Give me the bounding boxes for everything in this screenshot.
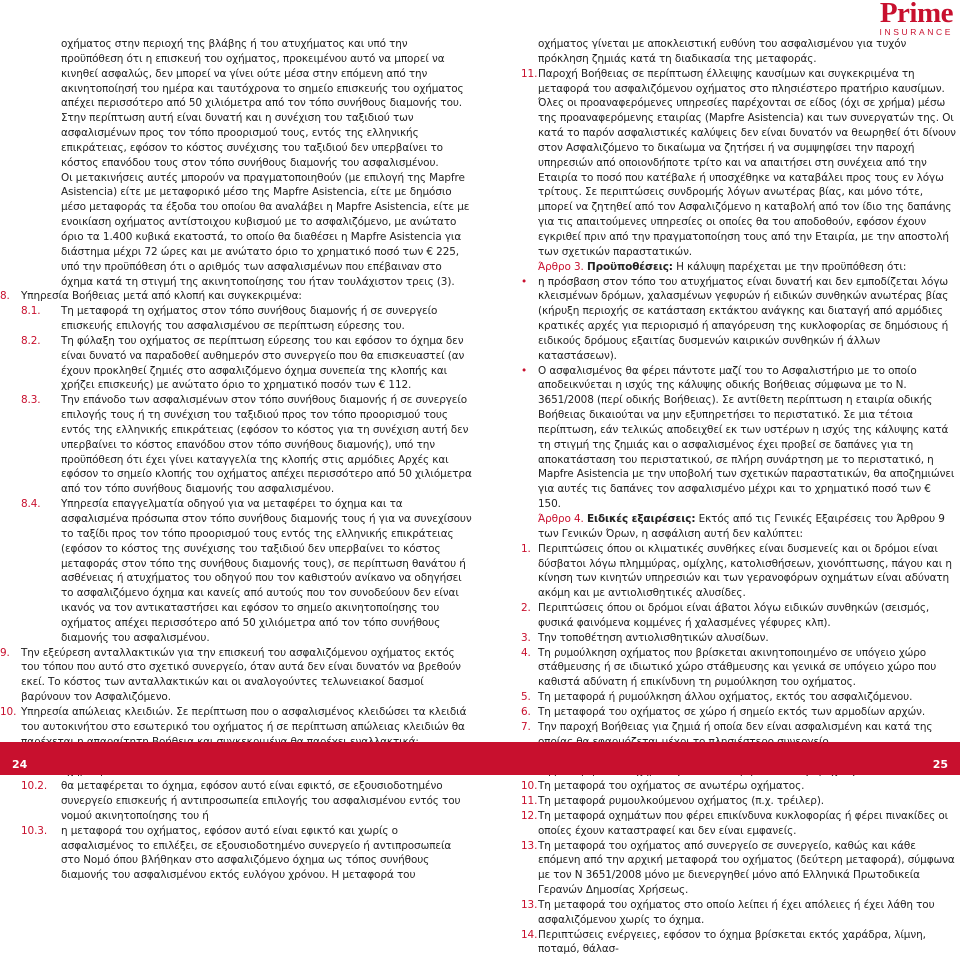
page-number-right: 25 xyxy=(932,758,948,771)
continuation-paragraph: οχήματος γίνεται με αποκλειστική ευθύνη του ασφαλισμένου για τυχόν πρόκληση ζημιάς κατά τη διαδικασία της μεταφοράς. xyxy=(538,38,907,65)
item-number: 10. xyxy=(0,705,17,718)
item-text: η μεταφορά του οχήματος, εφόσον αυτό είναι εφικτό και χωρίς ο ασφαλισμένος το επιλέξει, σε εξουσιοδοτημένο συνεργείο ή αντιπροσωπεία στο Νομό όπου βλήθηκαν στο ασφαλιζόμενο όχημα ως τόπος συνήθους διαμονής του ασφαλισμένου εκτός ευλόγου χρόνου. Η μεταφορά του xyxy=(61,824,452,882)
item-number: 6. xyxy=(521,705,531,718)
service-item xyxy=(0,289,472,304)
exclusion-item xyxy=(518,601,956,631)
sub-item xyxy=(0,824,472,883)
item-number: 11. xyxy=(521,67,538,80)
condition-item xyxy=(518,364,956,512)
article-4-text: Εκτός από τις Γενικές Εξαιρέσεις του Άρθρου 9 των Γενικών Όρων, η ασφάλιση αυτή δεν καλύπτει: xyxy=(538,513,945,540)
article-3-heading xyxy=(518,260,956,275)
sub-item xyxy=(0,779,472,824)
article-3-title: Προϋποθέσεις: xyxy=(586,260,673,273)
exclusion-item xyxy=(518,646,956,691)
item-text: Παροχή Βοήθειας σε περίπτωση έλλειψης καυσίμων και συγκεκριμένα τη μεταφορά του ασφαλιζόμενου οχήματος στο πλησιέστερο πρατήριο καυσίμων. xyxy=(538,67,945,95)
item-text: Τη μεταφορά ή ρυμούλκηση άλλου οχήματος, εκτός του ασφαλιζόμενου. xyxy=(538,691,913,704)
item-text: Περιπτώσεις όπου οι δρόμοι είναι άβατοι λόγω ειδικών συνθηκών (σεισμός, φυσικά φαινόμενα κομμένες ή χαλασμένες γέφυρες κλπ). xyxy=(538,602,930,629)
item-number: 5. xyxy=(521,691,531,704)
exclusion-item xyxy=(518,690,956,705)
article-3-label: Άρθρο 3. xyxy=(538,260,584,273)
item-number: 11. xyxy=(521,795,538,808)
item-number: 3. xyxy=(521,631,531,644)
logo-wordmark: Prime xyxy=(879,0,953,29)
item-text: Τη ρυμούλκηση οχήματος που βρίσκεται ακινητοποιημένο σε υπόγειο χώρο στάθμευσης ή σε ιδιωτικό χώρο στάθμευσης και γενικά σε υπόγειο χώρο που καθιστά αδύνατη ή επικίνδυνη τη ρυμούλκηση του οχήματος. xyxy=(538,646,937,689)
item-number: 14. xyxy=(521,928,538,941)
item-number: 7. xyxy=(521,720,531,733)
logo-subtitle: INSURANCE xyxy=(879,27,953,37)
item-text: Τη μεταφορά του οχήματος σε χώρο ή σημείο εκτός των αρμοδίων αρχών. xyxy=(538,705,926,718)
item-text: Υπηρεσία απώλειας κλειδιών. Σε περίπτωση που ο ασφαλισμένος κλειδώσει τα κλειδιά του αυτοκινήτου στο εσωτερικό του οχήματος ή σε περίπτωση απώλειας κλειδιών θα xyxy=(21,705,467,733)
item-text: Την τοποθέτηση αντιολισθητικών αλυσίδων. xyxy=(538,631,769,644)
item-text: Τη φύλαξη του οχήματος σε περίπτωση εύρεσης του και εφόσον το όχημα δεν είναι δυνατό να παραδοθεί αυθημερόν στο συνεργείο που θα επισκευαστεί (αν έχουν προκληθεί ζημιές στο ασφαλιζόμενο όχημα συνεπεία της κλοπής και χρήζει επισκευής) με ανώτατο όριο το χρηματικό ποσόν των € 112. xyxy=(61,334,465,392)
item-text: Τη μεταφορά του οχήματος από συνεργείο σε συνεργείο, καθώς και κάθε επόμενη από την αρχική μεταφορά του οχήματος (δεύτερη μεταφορά), σύμφωνα με τον Ν 3651/2008 μόνο με διενεργηθεί μόνο από Ελληνικά Πρωτοδικεία Γερανών Δημοσίας Χρήσεως. xyxy=(538,839,955,897)
exclusion-item xyxy=(518,809,956,839)
item-number: 1. xyxy=(521,542,531,555)
item-text: Τη μεταφορά τη οχήματος στον τόπο συνήθους διαμονής ή σε συνεργείο επισκευής επιλογής του ασφαλισμένου σε περίπτωση εύρεσης του. xyxy=(61,305,438,333)
exclusion-item xyxy=(518,898,956,928)
item-text: Περιπτώσεις ενέργειες, εφόσον το όχημα βρίσκεται εκτός χαράδρα, λίμνη, ποταμό, θάλασ- xyxy=(538,928,926,956)
bullet-icon: • xyxy=(521,275,528,288)
item-text: Την επάνοδο των ασφαλισμένων στον τόπο συνήθους διαμονής ή σε συνεργείο επιλογής τους ή τη συνέχιση του ταξιδιού προς τον τόπο προορισμού τους εντός της ελληνικής επικράτειας (εφόσον το κόστος για τη συνέχιση αυτή δεν υπερβαίνει το κόστος επανόδου στον τόπο συνήθους διαμονής), υπό την προϋπόθεση ότι έχει γίνει καταγγελία της κλοπής στις αρμόδιες Αρχές και εφόσον το σημείο κλοπής του οχήματος απέχει περισσότερο από 50 χιλιόμετρα από τον τόπο συνήθους διαμονής του ασφαλισμένου. xyxy=(61,394,472,496)
footer-bar xyxy=(0,742,960,775)
intro-paragraph-2: Οι μετακινήσεις αυτές μπορούν να πραγματοποιηθούν (με επιλογή της Mapfre Asistencia) είτε με μεταφορικό μέσο της Mapfre Asistencia, είτε με δημόσιο μέσο μεταφοράς τα έξοδα του οποίου θα αναλάβει η Mapfre Asistencia, είτε με ενοικίαση οχήματος αντίστοιχου κυβισμού με το ασφαλιζόμενο, με ανώτατο όριο τα 1.400 κυβικά εκατοστά, το οποίο θα διαθέσει η Mapfre Asistencia για διάστημα μέχρι 72 ώρες και με ανώτατο όριο το χρηματικό ποσό των € 225, υπό την προϋπόθεση ότι ο αριθμός των ασφαλισμένων που επέβαιναν στο όχημα κατά τη στιγμή της ακινητοποίησης του ήταν τουλάχιστον τρεις (3). xyxy=(61,171,470,288)
intro-paragraph-1: οχήματος στην περιοχή της βλάβης ή του ατυχήματος και υπό την προϋπόθεση ότι η επισκευή του οχήματος, προκειμένου αυτό να μπορεί να κινηθεί ασφαλώς, δεν μπορεί να γίνει ούτε μέσα στην επόμενη από την ακινητοποίησή του ημέρα και ταυτόχρονα το σημείο επισκευής του οχήματος απέχει περισσότερο από 50 χιλιόμετρα από τον τόπο συνήθους διαμονής του. Στην περίπτωση αυτή είναι δυνατή και η συνέχιση του ταξιδιού των ασφαλισμένων προς τον τόπο προορισμού τους, εντός της ελληνικής επικράτειας, εφόσον το κόστος συνέχισης του ταξιδιού δεν υπερβαίνει το κόστος επανόδου τους στον τόπο συνήθους διαμονής του ασφαλισμένου. xyxy=(61,38,464,169)
services-paragraph: Όλες οι προαναφερόμενες υπηρεσίες παρέχονται σε είδος (όχι σε χρήμα) μέσω της προαναφερόμενης εταιρίας (Mapfre Asistencia) και των συνεργατών της. Οι κατά το παρόν ασφαλιστικές καλύψεις δεν είναι δυνατόν να θεωρηθεί ότι δίνουν στον Ασφαλιζόμενο το δικαίωμα να ζητήσει ή να συμψηφίσει την παροχή υπηρεσιών από οποιονδήποτε τρίτο και να απαιτήσει στη συνέχεια από την Εταιρία το ποσό που κατέβαλε ή υποσχέθηκε να καταβάλει προς τους εν λόγω τρίτους. Σε περιπτώσεις συνδρομής λόγων ανωτέρας βίας, και μόνο τότε, μπορεί να ζητηθεί από τον Ασφαλιζόμενο η καταβολή από τον ίδιο της δαπάνης για τις απαιτούμενες υπηρεσίες οι οποίες θα του αποδοθούν, εφόσον έχουν εγκριθεί πριν από την πραγματοποίηση τους από την Εταιρία, με την αποστολή των σχετικών παραστατικών. xyxy=(538,97,956,258)
item-number: 8.4. xyxy=(21,498,41,511)
article-4-heading xyxy=(518,512,956,542)
exclusion-item xyxy=(518,631,956,646)
exclusion-item xyxy=(518,542,956,601)
sub-item xyxy=(0,304,472,334)
item-text: Την εξεύρεση ανταλλακτικών για την επισκευή του ασφαλιζόμενου οχήματος εκτός του τόπου που αυτό στο σχετικό συνεργείο, όταν αυτά δεν είναι δυνατόν να βρεθούν εκεί. Το κόστος των ανταλλακτικών και οι αναλογούντες τελωνειακοί δασμοί βαρύνουν τον Ασφαλιζόμενο. xyxy=(21,646,461,704)
exclusion-item xyxy=(518,839,956,898)
right-column xyxy=(518,37,956,957)
item-number: 8.3. xyxy=(21,394,41,407)
item-text: Περιπτώσεις όπου οι κλιματικές συνθήκες είναι δυσμενείς και οι δρόμοι είναι δύσβατοι λόγω πλημμύρας, ομίχλης, κατολισθήσεων, χιονόπτωσης, πάγου και η κίνηση των κινητών υπηρεσιών και των γερανοφόρων οχημάτων είναι αδύνατη ακόμη και με αντιολισθητικές αλυσίδες. xyxy=(538,542,952,600)
item-number: 10.2. xyxy=(21,780,48,793)
service-item xyxy=(0,646,472,705)
sub-item xyxy=(0,393,472,497)
item-number: 12. xyxy=(521,809,538,822)
exclusion-item xyxy=(518,705,956,720)
page-number-left: 24 xyxy=(12,758,28,771)
item-text: Την παροχή Βοήθειας για ζημιά ή οποία δεν είναι ασφαλισμένη και κατά της xyxy=(538,720,933,733)
item-number: 8. xyxy=(0,290,10,303)
item-text: Τη μεταφορά οχημάτων που φέρει επικίνδυνα κυκλοφορίας ή φέρει πινακίδες οι οποίες έχουν καταστραφεί και δεν είναι εμφανείς. xyxy=(538,809,949,837)
item-text: Τη μεταφορά του οχήματος στο οποίο λείπει ή έχει απόλειες ή έχει λάθη του ασφαλιζόμενου χωρίς το όχημα. xyxy=(538,898,935,926)
item-text: θα μεταφέρεται το όχημα, εφόσον αυτό είναι εφικτό, σε εξουσιοδοτημένο συνεργείο επισκευής ή αντιπροσωπεία επιλογής του ασφαλισμένου εντός του νομού ακινητοποίησης του ή xyxy=(61,780,461,822)
item-text: Υπηρεσία Βοήθειας μετά από κλοπή και συγκεκριμένα: xyxy=(21,290,302,303)
article-3-text: Η κάλυψη παρέχεται με την προϋπόθεση ότι: xyxy=(676,260,907,273)
item-text: Τη μεταφορά του οχήματος σε ανωτέρω οχήματος. xyxy=(538,780,805,793)
brand-logo xyxy=(880,0,953,37)
item-number: 2. xyxy=(521,602,531,615)
service-list xyxy=(0,289,472,883)
item-number: 9. xyxy=(0,646,10,659)
item-number: 13. xyxy=(521,839,538,852)
item-text: Υπηρεσία επαγγελματία οδηγού για να μεταφέρει το όχημα και τα ασφαλισμένα πρόσωπα στον τόπο συνήθους διαμονής τους ή για να συνεχίσουν το ταξίδι προς τον τόπο προορισμού τους εντός της ελληνικής επικράτειας (εφόσον το κόστος της συνέχισης του ταξιδιού δεν υπερβαίνει το κόστος μεταφοράς στον τόπο της συνήθους διαμονής τους), σε περίπτωση θανάτου ή ασθένειας ή ατυχήματος του οδηγού που τον καθιστούν ανίκανο να οδηγήσει το ασφαλιζόμενο όχημα και κανείς από αυτούς που τον συνοδεύουν δεν είναι ικανός να τον αντικαταστήσει και εφόσον το σημείο ακινητοποίησης του οχήματος απέχει περισσότερο από 50 χιλιόμετρα από τον τόπο συνήθους διαμονής του ασφαλισμένου. xyxy=(61,498,472,644)
condition-text: Ο ασφαλισμένος θα φέρει πάντοτε μαζί του το Ασφαλιστήριο με το οποίο αποδεικνύεται η ισχύς της κάλυψης οδικής Βοήθειας σύμφωνα με το Ν. 3651/2008 (περί οδικής Βοήθειας). Σε αντίθετη περίπτωση η εταιρία οδικής Βοήθειας δικαιούται να μην εξυπηρετήσει το περιστατικό. Σε μια τέτοια περίπτωση, εάν τελικώς αποδειχθεί εκ των υστέρων η ισχύς της κάλυψης κατά τη στιγμή της ζημιάς και ο ασφαλισμένος έχει προβεί σε δαπάνες για τη αποκατάσταση του περιστατικού, σε πλήρη συνάρτηση με το περιστατικό, η Mapfre Asistencia με την υποβολή των σχετικών παραστατικών, θα αποζημιώνει για αυτές τις δαπάνες τον ασφαλισμένο μέχρι και το χρηματικό ποσό των € 150. xyxy=(538,364,955,511)
item-number: 8.1. xyxy=(21,305,41,318)
condition-item xyxy=(518,275,956,364)
item-number: 8.2. xyxy=(21,334,41,347)
exclusion-item xyxy=(518,779,956,794)
item-text: Τη μεταφορά ρυμουλκούμενου οχήματος (π.χ. τρέιλερ). xyxy=(538,795,825,808)
item-number: 4. xyxy=(521,646,531,659)
item-number: 10. xyxy=(521,780,538,793)
exclusion-item xyxy=(518,928,956,957)
sub-item xyxy=(0,334,472,393)
item-number: 13. xyxy=(521,898,538,911)
condition-text: η πρόσβαση στον τόπο του ατυχήματος είναι δυνατή και δεν εμποδίζεται λόγω κλεισμένων δρόμων, χαλασμένων γεφυρών ή ειδικών συνθηκών ανωτέρας βίας (κήρυξη περιοχής σε κατάσταση εκτάκτου ανάγκης και διαταγή από αρμόδιες κρατικές αρχές για περιορισμό ή απαγόρευση της κυκλοφορίας σε δημόσιους ή ειδικούς δρόμους εξαιτίας δυσμενών καιρικών συνθηκών ή άλλων καταστάσεων). xyxy=(538,275,949,362)
item-number: 10.3. xyxy=(21,824,48,837)
article-4-label: Άρθρο 4. xyxy=(538,513,584,525)
sub-item xyxy=(0,497,472,645)
service-item-11 xyxy=(518,67,956,97)
exclusion-item xyxy=(518,794,956,809)
bullet-icon: • xyxy=(521,364,528,377)
article-4-title: Ειδικές εξαιρέσεις: xyxy=(586,513,696,525)
